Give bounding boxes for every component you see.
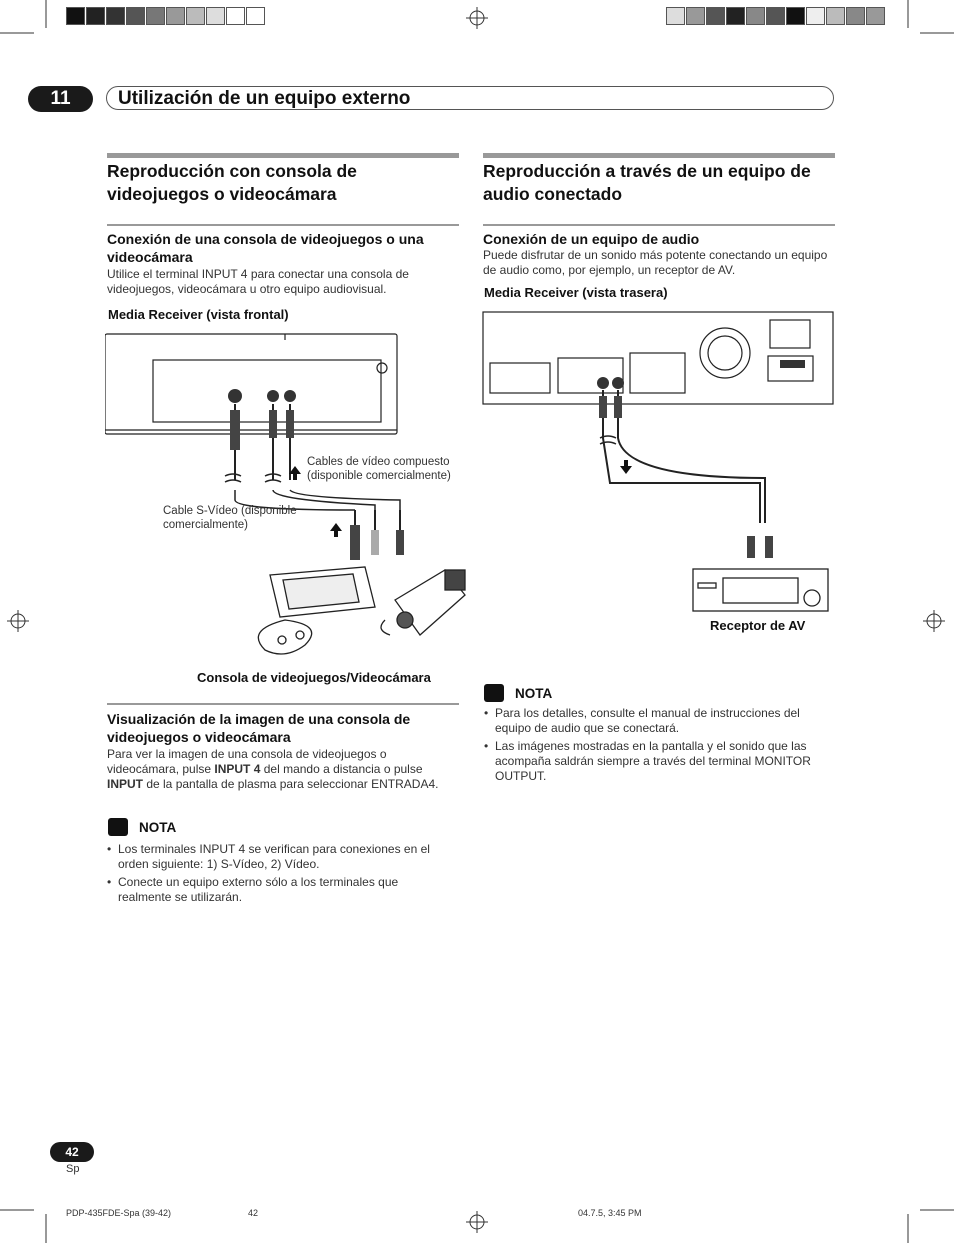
subsection-body-display: Para ver la imagen de una consola de videojuegos o videocámara, pulse INPUT 4 del mando a distancia o pulse INPUT de la pantalla de plasma para seleccionar ENTRADA4.: [107, 747, 439, 791]
front-connection-diagram: [105, 330, 470, 670]
footer-file: PDP-435FDE-Spa (39-42): [66, 1208, 172, 1218]
device-caption-av-receiver: Receptor de AV: [710, 618, 806, 633]
list-item: • Conecte un equipo externo sólo a los terminales que realmente se utilizarán.: [107, 875, 452, 905]
footer-date: 04.7.5, 3:45 PM: [578, 1208, 642, 1218]
chapter-number-badge: 11: [28, 86, 93, 112]
note-title-left: NOTA: [139, 820, 177, 835]
section-title-right: Reproducción a través de un equipo de audio conectado: [483, 161, 811, 204]
note-list-left: [107, 842, 452, 908]
subsection-title-connection: Conexión de una consola de videojuegos o una videocámara: [107, 231, 424, 265]
subsection-title-display: Visualización de la imagen de una consola de videojuegos o videocámara: [107, 711, 411, 745]
cable-svideo-label: Cable S-Vídeo (disponible comercialmente): [163, 505, 297, 531]
device-caption-console: Consola de videojuegos/Videocámara: [197, 670, 431, 685]
page-number-badge: 42: [50, 1142, 94, 1162]
subsection-body-connection: Utilice el terminal INPUT 4 para conectar una consola de videojuegos, videocámara u otro equipo audiovisual.: [107, 267, 409, 296]
list-item: • Para los detalles, consulte el manual de instrucciones del equipo de audio que se conectará.: [484, 706, 834, 736]
footer-page: 42: [248, 1208, 259, 1218]
section-divider-left: [107, 153, 459, 158]
subsection-body-audio: Puede disfrutar de un sonido más potente conectando un equipo de audio como, por ejemplo, un receptor de AV.: [483, 248, 828, 277]
figure-label-rear: Media Receiver (vista trasera): [484, 285, 668, 300]
chapter-title: Utilización de un equipo externo: [118, 88, 411, 109]
rear-connection-diagram: [480, 308, 840, 618]
note-icon: [484, 684, 504, 702]
color-calibration-bar-right: [666, 7, 886, 25]
note-list-right: [484, 706, 834, 787]
subsection-title-audio: Conexión de un equipo de audio: [483, 231, 700, 247]
section-divider-left-2: [107, 703, 459, 705]
section-title-left: Reproducción con consola de videojuegos o videocámara: [107, 161, 357, 204]
page-lang: Sp: [66, 1163, 80, 1175]
color-calibration-bar-left: [66, 7, 266, 25]
list-item: • Los terminales INPUT 4 se verifican para conexiones en el orden siguiente: 1) S-Vídeo, 2) Vídeo.: [107, 842, 452, 872]
note-title-right: NOTA: [515, 686, 553, 701]
figure-label-front: Media Receiver (vista frontal): [108, 307, 289, 322]
cable-composite-label: Cables de vídeo compuesto (disponible comercialmente): [307, 456, 451, 482]
note-icon: [108, 818, 128, 836]
section-divider-right: [483, 153, 835, 158]
section-divider-right-bottom: [483, 224, 835, 226]
list-item: • Las imágenes mostradas en la pantalla y el sonido que las acompaña saldrán siempre a través del terminal MONITOR OUTPUT.: [484, 739, 834, 784]
section-divider-left-bottom: [107, 224, 459, 226]
